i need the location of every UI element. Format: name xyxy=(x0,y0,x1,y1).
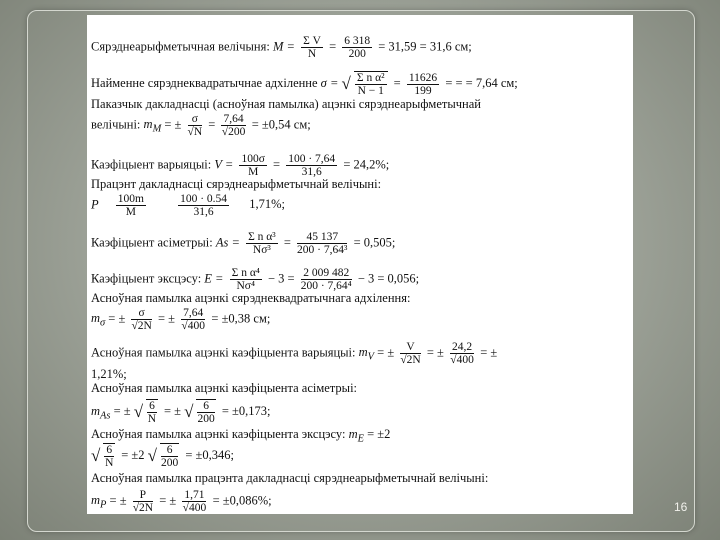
line-mean: Сярэднеарыфметычная велічыня: M = $\frac{\text{Σ V}}{N}$ = $\frac{6 318}{200}$ = 31,59 = 31,6 см; xyxy=(91,35,472,60)
mean-values-denominator: 200 xyxy=(348,48,366,60)
variation-symbol: V = xyxy=(214,157,234,172)
excess-symbol: E = xyxy=(204,271,224,286)
line-percent-accuracy xyxy=(91,193,285,218)
percent-error-numerator: P xyxy=(133,489,153,502)
variation-error-result: = ± xyxy=(480,345,498,360)
line-variation xyxy=(91,153,389,178)
variation-label: Каэфіцыент варыяцыі: xyxy=(91,157,212,172)
variation-error-numerator: V xyxy=(400,341,420,354)
variation-error-eq2: = ± xyxy=(426,345,444,360)
asymmetry-error-values-fraction xyxy=(196,399,215,425)
std-error-values-numerator: 7,64 xyxy=(183,307,204,319)
variation-error-subscript: V xyxy=(367,351,375,363)
asymmetry-eq: = xyxy=(283,235,291,250)
std-error-formula-fraction xyxy=(131,307,151,332)
percent-error-symbol: m xyxy=(91,493,101,508)
mean-formula-numerator: Σ V xyxy=(303,35,321,47)
percent-error-subscript: P xyxy=(100,499,107,511)
mean-formula-fraction xyxy=(301,35,323,60)
scanned-document xyxy=(87,15,633,514)
percent-error-values-denominator: √400 xyxy=(182,502,207,514)
variation-values-numerator: 100 · 7,64 xyxy=(288,153,336,165)
excess-values-numerator: 2 009 482 xyxy=(301,267,352,280)
mean-values-fraction xyxy=(342,35,372,60)
std-formula-numerator: Σ n α² xyxy=(356,72,385,84)
asymmetry-label: Каэфіцыент асіметрыі: xyxy=(91,235,213,250)
percent-error-result: = ±0,086%; xyxy=(212,493,272,508)
percent-accuracy-denominator: M xyxy=(125,206,136,218)
asymmetry-result: = 0,505; xyxy=(353,235,396,250)
asymmetry-error-values-numerator: 6 xyxy=(197,400,214,413)
std-error-result: = ±0,38 см; xyxy=(211,311,271,326)
asymmetry-error-formula-fraction xyxy=(146,399,158,425)
mean-error-result: = ±0,54 см; xyxy=(251,117,311,132)
variation-denominator: M xyxy=(248,166,259,178)
asymmetry-numerator: Σ n α³ xyxy=(248,231,276,243)
asymmetry-symbol: As = xyxy=(215,235,240,250)
line-asymmetry-error-heading: Асноўная памылка ацэнкі каэфіцыента асіметрыі: xyxy=(91,381,358,395)
percent-error-formula-fraction xyxy=(133,489,153,514)
mean-error-subscript: M xyxy=(152,123,162,135)
line-variation-error xyxy=(91,341,497,366)
mean-error-values-fraction xyxy=(221,113,245,138)
line-percent-error-heading: Асноўная памылка працэнта дакладнасці сярэднеарыфметычнай велічыні: xyxy=(91,471,489,485)
variation-values-denominator: 31,6 xyxy=(301,166,322,178)
mean-error-eq: = ± xyxy=(164,117,182,132)
variation-error-symbol: m xyxy=(358,345,368,360)
line-variation-error-value: 1,21%; xyxy=(91,367,127,381)
asymmetry-values-fraction xyxy=(297,231,347,256)
line-accuracy-heading: Паказчык дакладнасці (асноўная памылка) ацэнкі сярэднеарыфметычнай xyxy=(91,97,481,111)
percent-accuracy-values-numerator: 100 · 0.54 xyxy=(180,193,228,205)
std-values-fraction xyxy=(407,72,439,97)
std-formula-denominator: N − 1 xyxy=(357,85,384,97)
mean-error-eq2: = xyxy=(208,117,216,132)
page-number: 16 xyxy=(674,500,688,514)
mean-error-label: велічыні: xyxy=(91,117,141,132)
line-percent-error xyxy=(91,489,272,514)
excess-error-values-numerator: 6 xyxy=(161,444,178,457)
mean-result: = 31,59 = 31,6 см; xyxy=(378,39,472,54)
asymmetry-error-subscript: As xyxy=(100,410,111,422)
percent-accuracy-values-denominator: 31,6 xyxy=(193,206,214,218)
percent-accuracy-values-fraction xyxy=(178,193,229,218)
variation-error-eq: = ± xyxy=(377,345,395,360)
percent-error-denominator: √2N xyxy=(132,502,154,514)
line-percent-accuracy-heading: Працэнт дакладнасці сярэднеарыфметычнай велічыні: xyxy=(91,177,382,191)
mean-error-formula-fraction xyxy=(188,113,203,138)
percent-accuracy-formula-fraction xyxy=(116,193,146,218)
std-error-denominator: √2N xyxy=(131,320,152,332)
excess-values-denominator: 200 · 7,64⁴ xyxy=(300,280,352,292)
std-error-values-fraction xyxy=(181,307,205,332)
std-result: = = = 7,64 см; xyxy=(445,75,518,90)
variation-result: = 24,2%; xyxy=(343,157,390,172)
asymmetry-values-denominator: 200 · 7,64³ xyxy=(297,244,348,256)
mean-values-numerator: 6 318 xyxy=(344,35,371,47)
mean-error-values-denominator: √200 xyxy=(221,126,246,138)
asymmetry-error-eq: = ± xyxy=(113,403,131,418)
mean-symbol: M = xyxy=(272,39,295,54)
asymmetry-error-numerator: 6 xyxy=(149,400,155,412)
excess-error-coef: = ±2 xyxy=(367,427,391,441)
std-error-symbol: m xyxy=(91,311,101,326)
excess-result: − 3 = 0,056; xyxy=(357,271,420,286)
percent-accuracy-result: 1,71%; xyxy=(249,197,285,212)
percent-error-values-numerator: 1,71 xyxy=(184,489,205,501)
percent-accuracy-symbol: P xyxy=(91,197,99,212)
excess-error-denominator: N xyxy=(105,457,114,469)
mean-error-symbol: m xyxy=(143,117,153,132)
excess-numerator: Σ n α⁴ xyxy=(231,267,260,279)
std-symbol: σ = xyxy=(320,75,339,90)
percent-error-eq2: = ± xyxy=(159,493,177,508)
asymmetry-values-numerator: 45 137 xyxy=(297,231,347,244)
variation-formula-fraction xyxy=(239,153,266,178)
mean-formula-denominator: N xyxy=(307,48,317,60)
variation-error-formula-fraction xyxy=(400,341,420,366)
asymmetry-error-result: = ±0,173; xyxy=(221,403,271,418)
std-error-eq: = ± xyxy=(108,311,126,326)
excess-error-result: = ±0,346; xyxy=(185,447,234,462)
std-error-eq2: = ± xyxy=(157,311,176,326)
variation-error-label: Асноўная памылка ацэнкі каэфіцыента варыяцыі: xyxy=(91,345,356,360)
mean-error-numerator: σ xyxy=(188,113,203,126)
excess-error-numerator: 6 xyxy=(106,444,113,456)
std-formula-fraction xyxy=(354,71,388,97)
line-std-error xyxy=(91,307,270,332)
excess-error-formula-fraction xyxy=(103,443,115,469)
line-asymmetry-error: $m_{As}$ = ± √ $\frac{6}{N}$ = ± √ $\frac{6}{200}$ = ±0,173; xyxy=(91,400,271,425)
excess-error-subscript: E xyxy=(357,433,364,445)
line-std-error-heading: Асноўная памылка ацэнкі сярэднеквадратычнага адхілення: xyxy=(91,291,411,305)
variation-eq: = xyxy=(273,157,281,172)
std-error-values-denominator: √400 xyxy=(181,320,205,332)
mean-error-denominator: √N xyxy=(187,126,203,138)
line-asymmetry xyxy=(91,231,395,256)
line-mean-error xyxy=(91,113,311,138)
percent-error-eq: = ± xyxy=(109,493,127,508)
excess-error-symbol: m xyxy=(348,427,358,441)
asymmetry-error-eq2: = ± xyxy=(163,403,181,418)
asymmetry-formula-fraction xyxy=(246,231,278,256)
excess-label: Каэфіцыент эксцэсу: xyxy=(91,271,202,286)
excess-error-eq: = ±2 xyxy=(121,447,145,462)
asymmetry-denominator: Nσ³ xyxy=(252,244,271,256)
std-error-subscript: σ xyxy=(100,317,106,329)
line-std-deviation: Найменне сярэднеквадратычнае адхіленне σ = √ $\frac{\text{Σ n α²}}{N - 1}$ = $\frac{11626}{199}$ = = = 7,64 см; xyxy=(91,71,518,97)
variation-values-fraction xyxy=(286,153,337,178)
excess-error-values-denominator: 200 xyxy=(160,457,179,469)
std-label: Найменне сярэднеквадратычнае адхіленне xyxy=(91,75,318,90)
excess-denominator: Nσ⁴ xyxy=(236,280,255,292)
line-excess-error: √ $\frac{6}{N}$ = ±2 √ $\frac{6}{200}$ = ±0,346; xyxy=(91,444,234,469)
variation-error-values-fraction xyxy=(450,341,474,366)
line-excess xyxy=(91,267,419,292)
variation-error-values-numerator: 24,2 xyxy=(451,341,473,353)
std-error-numerator: σ xyxy=(131,307,151,320)
excess-formula-fraction xyxy=(230,267,262,292)
asymmetry-error-values-denominator: 200 xyxy=(197,413,215,425)
mean-error-values-numerator: 7,64 xyxy=(223,113,244,125)
asymmetry-error-symbol: m xyxy=(91,403,101,418)
variation-error-values-denominator: √400 xyxy=(450,354,474,366)
variation-error-denominator: √2N xyxy=(400,354,421,366)
std-values-numerator: 11626 xyxy=(408,71,438,84)
excess-values-fraction xyxy=(301,267,352,292)
asymmetry-error-denominator: N xyxy=(147,413,157,425)
excess-error-values-fraction xyxy=(160,443,179,469)
variation-numerator: 100σ xyxy=(241,153,265,165)
excess-minus: − 3 = xyxy=(267,271,295,286)
percent-error-values-fraction xyxy=(182,489,206,514)
excess-error-label: Асноўная памылка ацэнкі каэфіцыента эксцэсу: xyxy=(91,427,346,441)
percent-accuracy-numerator: 100m xyxy=(117,193,144,205)
std-values-denominator: 199 xyxy=(414,84,432,97)
mean-label: Сярэднеарыфметычная велічыня: xyxy=(91,39,270,54)
